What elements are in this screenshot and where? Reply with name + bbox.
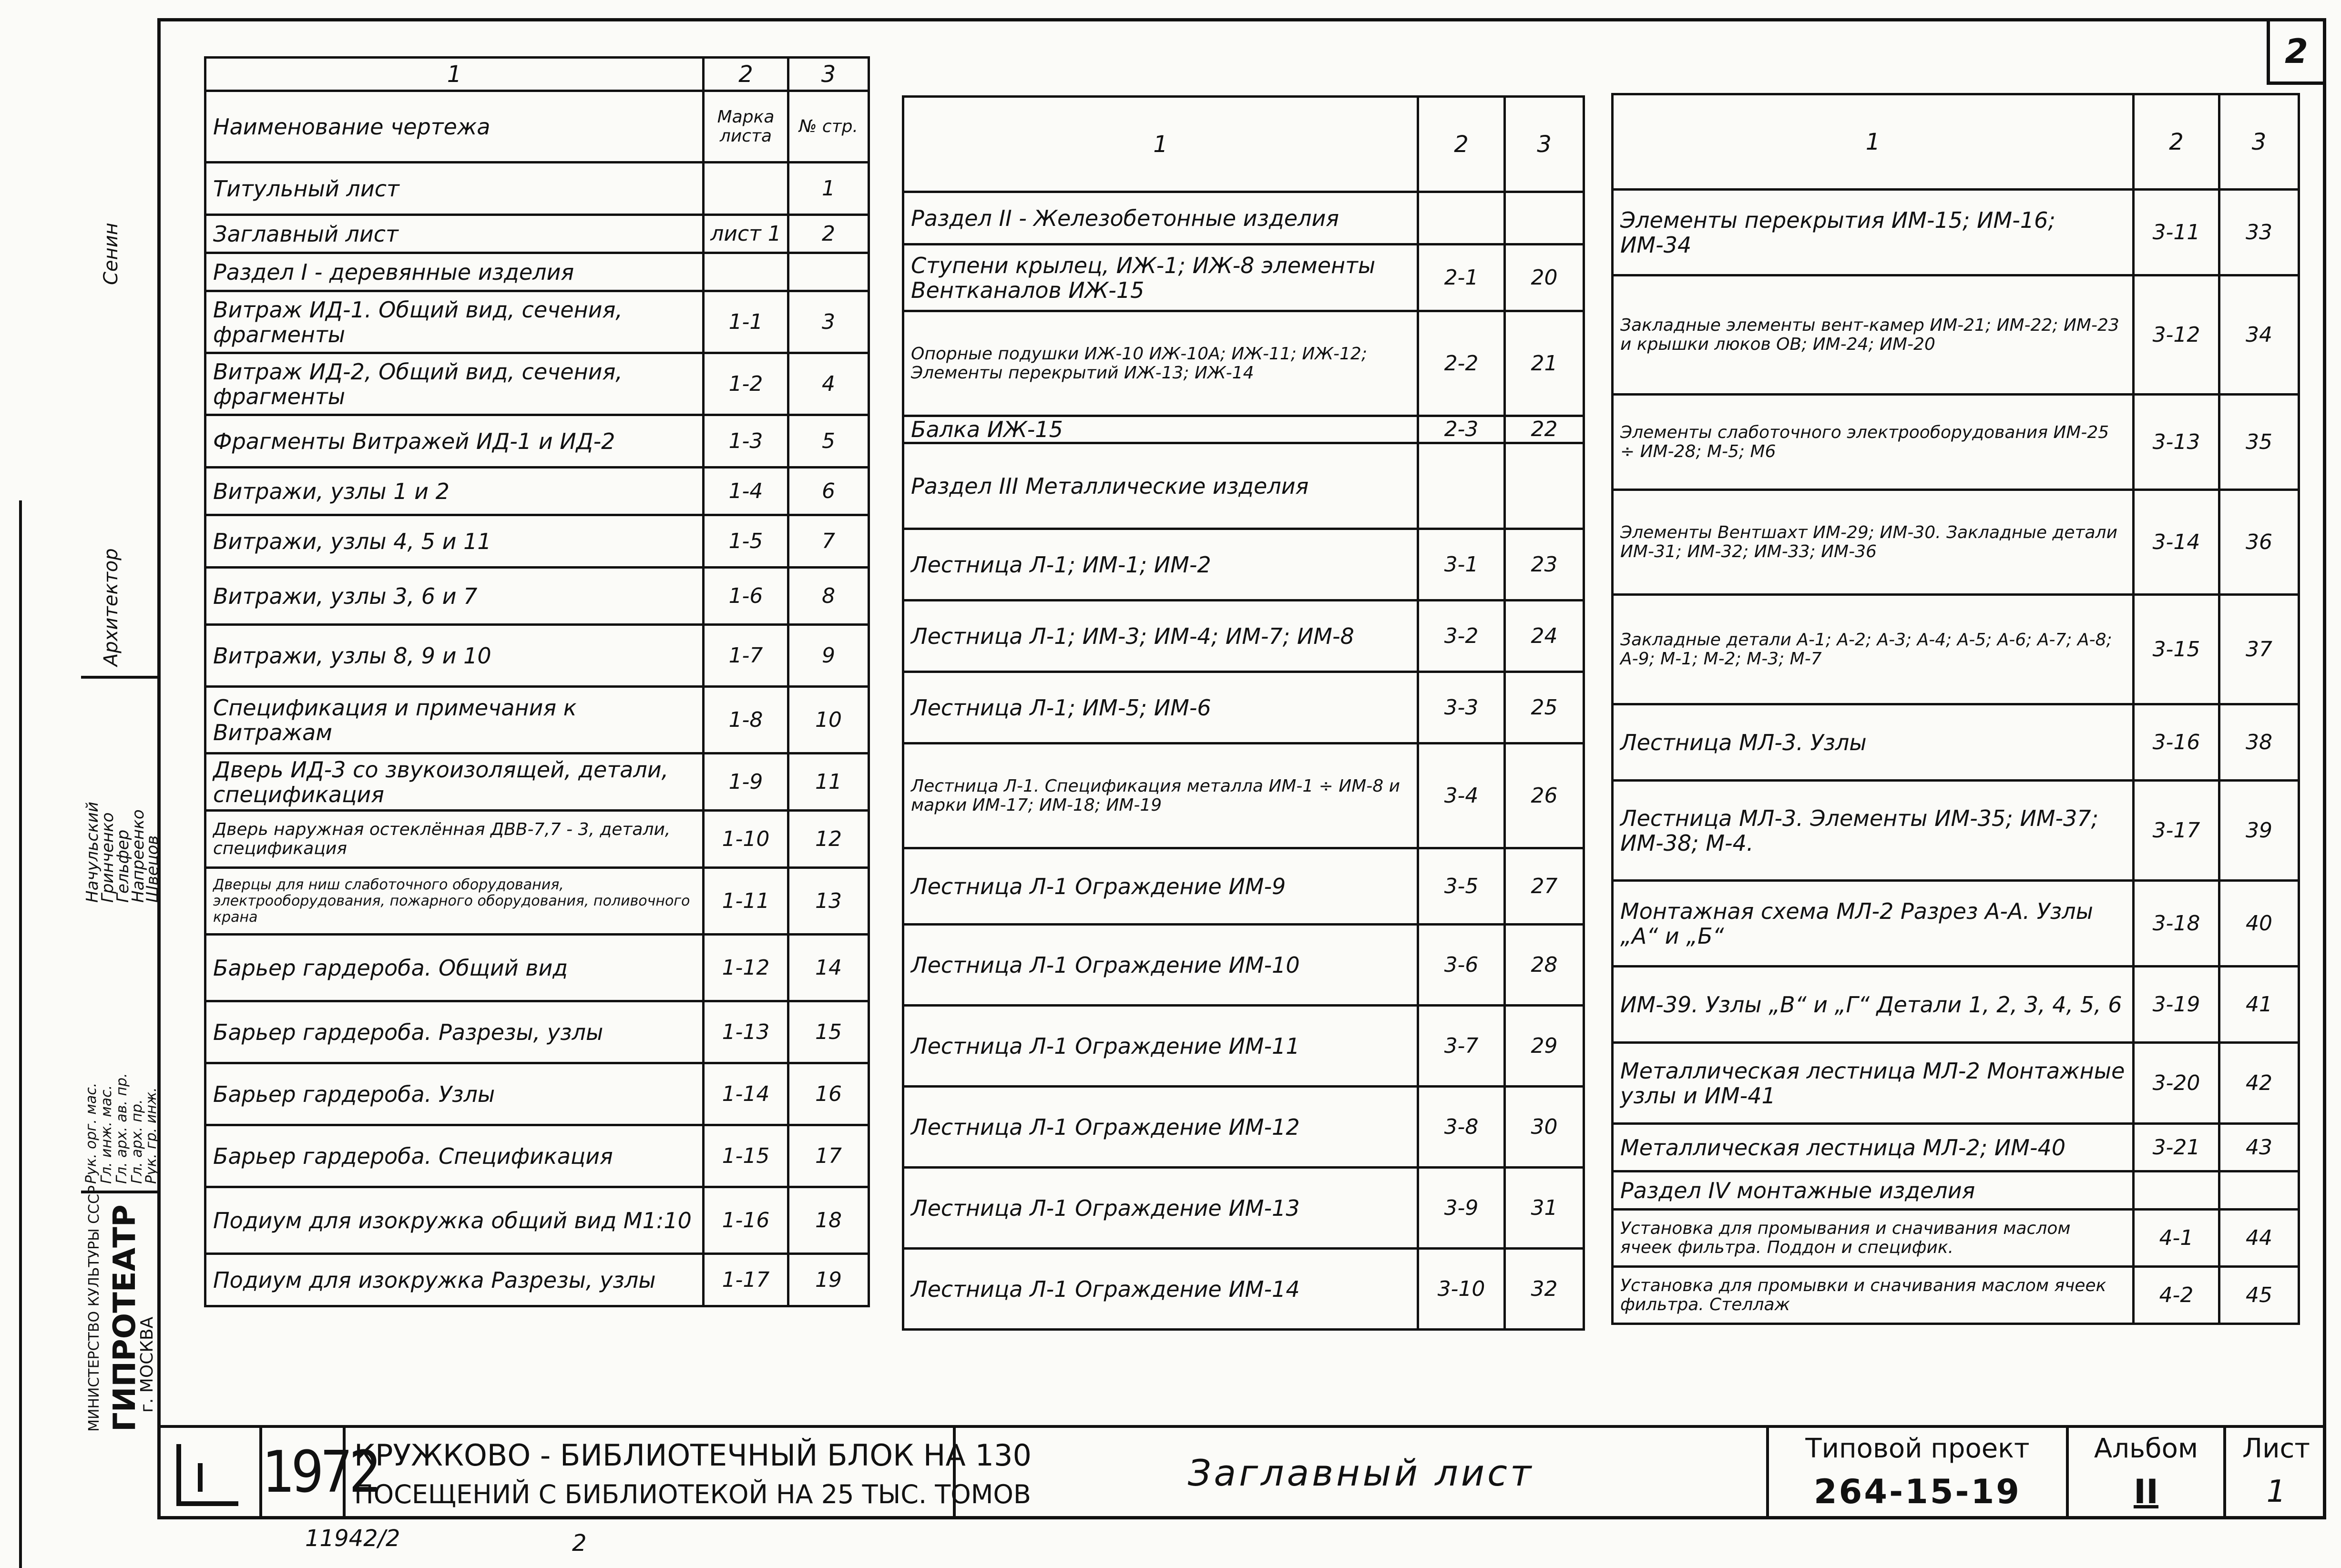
bottom-inventory-code: 11942/2 <box>305 1525 400 1552</box>
row-sheet-mark: 1-12 <box>704 935 788 1001</box>
building-title-line1: КРУЖКОВО - БИБЛИОТЕЧНЫЙ БЛОК НА 130 <box>354 1438 1032 1473</box>
row-page-number: 41 <box>2219 967 2299 1043</box>
row-page-number: 35 <box>2219 395 2299 490</box>
table-column-numbers <box>205 58 869 91</box>
row-page-number: 25 <box>1505 672 1584 743</box>
table-row <box>1613 490 2299 595</box>
stamp-code: 1972 <box>262 1427 346 1518</box>
row-page-number: 38 <box>2219 704 2299 781</box>
row-sheet-mark: 3-18 <box>2134 881 2219 967</box>
table-row <box>903 1249 1584 1330</box>
row-sheet-mark: 1-10 <box>704 811 788 868</box>
table-row <box>903 848 1584 925</box>
row-sheet-mark: 4-2 <box>2134 1267 2219 1324</box>
row-drawing-name: Металлическая лестница МЛ-2; ИМ-40 <box>1613 1124 2134 1171</box>
row-sheet-mark: 1-16 <box>704 1187 788 1254</box>
table-column-numbers <box>1613 94 2299 190</box>
table-header-row <box>205 91 869 163</box>
row-sheet-mark: 3-20 <box>2134 1043 2219 1124</box>
table-row <box>1613 967 2299 1043</box>
table-row <box>1613 275 2299 395</box>
row-sheet-mark: 3-10 <box>1418 1249 1505 1330</box>
row-sheet-mark: лист 1 <box>704 215 788 253</box>
table-row <box>205 568 869 625</box>
row-sheet-mark: 3-6 <box>1418 925 1505 1006</box>
row-sheet-mark: 1-8 <box>704 687 788 753</box>
row-page-number: 29 <box>1505 1006 1584 1087</box>
row-page-number: 45 <box>2219 1267 2299 1324</box>
row-sheet-mark: 1-9 <box>704 753 788 811</box>
side-stamp <box>0 18 161 1519</box>
row-drawing-name: Лестница МЛ-3. Элементы ИМ-35; ИМ-37; ИМ-38; М-4. <box>1613 781 2134 881</box>
row-page-number: 10 <box>788 687 869 753</box>
row-sheet-mark: 3-5 <box>1418 848 1505 925</box>
table-row <box>1613 1210 2299 1267</box>
row-sheet-mark: 3-1 <box>1418 529 1505 601</box>
row-sheet-mark: 3-16 <box>2134 704 2219 781</box>
row-sheet-mark: 1-5 <box>704 515 788 568</box>
row-page-number: 34 <box>2219 275 2299 395</box>
row-drawing-name: Барьер гардероба. Разрезы, узлы <box>205 1001 704 1063</box>
row-drawing-name: Лестница Л-1 Ограждение ИМ-10 <box>903 925 1418 1006</box>
role-5: Рук. гр. инж. <box>143 1087 160 1184</box>
row-sheet-mark: 3-15 <box>2134 595 2219 704</box>
row-drawing-name: Лестница Л-1. Спецификация металла ИМ-1 ÷ ИМ-8 и марки ИМ-17; ИМ-18; ИМ-19 <box>903 743 1418 848</box>
architect-name: Сенин <box>100 223 122 285</box>
ministry-name: МИНИСТЕРСТВО КУЛЬТУРЫ СССР <box>86 1185 102 1432</box>
table-row <box>205 1125 869 1187</box>
table-row <box>903 192 1584 244</box>
stamp-logo <box>157 1425 262 1519</box>
table-row <box>205 468 869 515</box>
row-drawing-name: Витражи, узлы 4, 5 и 11 <box>205 515 704 568</box>
row-drawing-name: Лестница Л-1; ИМ-1; ИМ-2 <box>903 529 1418 601</box>
row-drawing-name: ИМ-39. Узлы „В“ и „Г“ Детали 1, 2, 3, 4, 5, 6 <box>1613 967 2134 1043</box>
row-drawing-name: Раздел I - деревянные изделия <box>205 253 704 291</box>
row-page-number: 36 <box>2219 490 2299 595</box>
row-drawing-name: Элементы слаботочного электрооборудования ИМ-25 ÷ ИМ-28; М-5; М6 <box>1613 395 2134 490</box>
row-page-number: 14 <box>788 935 869 1001</box>
row-drawing-name: Установка для промывания и сначивания маслом ячеек фильтра. Поддон и специфик. <box>1613 1210 2134 1267</box>
row-page-number: 19 <box>788 1254 869 1306</box>
row-page-number: 27 <box>1505 848 1584 925</box>
row-drawing-name: Витражи, узлы 8, 9 и 10 <box>205 625 704 687</box>
row-drawing-name: Лестница Л-1 Ограждение ИМ-13 <box>903 1168 1418 1249</box>
row-drawing-name: Лестница Л-1 Ограждение ИМ-11 <box>903 1006 1418 1087</box>
org-name: ГИПРОТЕАТР <box>107 1204 143 1432</box>
table-row <box>903 925 1584 1006</box>
table-row <box>205 163 869 215</box>
column-number-3: 3 <box>2219 94 2299 190</box>
column-number-1: 1 <box>903 97 1418 192</box>
row-drawing-name: Элементы перекрытия ИМ-15; ИМ-16; ИМ-34 <box>1613 190 2134 275</box>
row-page-number: 17 <box>788 1125 869 1187</box>
table-row <box>903 311 1584 416</box>
row-page-number: 43 <box>2219 1124 2299 1171</box>
row-sheet-mark: 1-14 <box>704 1063 788 1125</box>
stamp-sheet-title <box>956 1427 1766 1518</box>
header-drawing-name: Наименование чертежа <box>205 91 704 163</box>
table-row <box>903 416 1584 443</box>
row-drawing-name: Подиум для изокружка Разрезы, узлы <box>205 1254 704 1306</box>
role-4: Гл. арх. пр. <box>129 1099 145 1184</box>
sheet-label: Лист <box>2242 1433 2310 1464</box>
row-drawing-name: Дверь ИД-3 со звукоизолящей, детали, спецификация <box>205 753 704 811</box>
table-row <box>903 244 1584 311</box>
row-sheet-mark: 3-9 <box>1418 1168 1505 1249</box>
roles-block <box>81 676 162 1193</box>
row-page-number: 6 <box>788 468 869 515</box>
architect-block <box>81 18 157 676</box>
building-title-line2: ПОСЕЩЕНИЙ С БИБЛИОТЕКОЙ НА 25 ТЫС. ТОМОВ <box>354 1479 1031 1509</box>
row-sheet-mark <box>2134 1171 2219 1210</box>
table-row <box>205 868 869 935</box>
row-drawing-name: Лестница Л-1; ИМ-5; ИМ-6 <box>903 672 1418 743</box>
role-3: Гл. арх. ав. пр. <box>113 1073 130 1184</box>
row-drawing-name: Заглавный лист <box>205 215 704 253</box>
table-row <box>903 1087 1584 1168</box>
row-page-number <box>1505 192 1584 244</box>
row-drawing-name: Витраж ИД-2, Общий вид, сечения, фрагменты <box>205 353 704 415</box>
table-row <box>1613 704 2299 781</box>
row-page-number: 20 <box>1505 244 1584 311</box>
role-1: Рук. орг. мас. <box>83 1082 100 1184</box>
table-row <box>903 1006 1584 1087</box>
sheet-number-box <box>2267 18 2326 85</box>
architect-role: Архитектор <box>100 548 122 666</box>
row-drawing-name: Спецификация и примечания к Витражам <box>205 687 704 753</box>
row-sheet-mark: 3-4 <box>1418 743 1505 848</box>
row-drawing-name: Подиум для изокружка общий вид М1:10 <box>205 1187 704 1254</box>
table-row <box>205 625 869 687</box>
row-sheet-mark <box>704 163 788 215</box>
row-sheet-mark: 3-19 <box>2134 967 2219 1043</box>
row-sheet-mark: 1-3 <box>704 415 788 468</box>
stamp-album <box>2069 1427 2226 1518</box>
row-drawing-name: Титульный лист <box>205 163 704 215</box>
row-drawing-name: Металлическая лестница МЛ-2 Монтажные узлы и ИМ-41 <box>1613 1043 2134 1124</box>
table-row <box>1613 1124 2299 1171</box>
table-row <box>205 1001 869 1063</box>
table-row <box>1613 781 2299 881</box>
row-sheet-mark: 1-7 <box>704 625 788 687</box>
row-page-number <box>2219 1171 2299 1210</box>
column-number-2: 2 <box>704 58 788 91</box>
row-drawing-name: Раздел IV монтажные изделия <box>1613 1171 2134 1210</box>
sheet-title: Заглавный лист <box>1187 1451 1534 1494</box>
row-drawing-name: Закладные элементы вент-камер ИМ-21; ИМ-22; ИМ-23 и крышки люков ОВ; ИМ-24; ИМ-20 <box>1613 275 2134 395</box>
row-drawing-name: Ступени крылец, ИЖ-1; ИЖ-8 элементы Вентканалов ИЖ-15 <box>903 244 1418 311</box>
row-page-number: 28 <box>1505 925 1584 1006</box>
table-row <box>1613 595 2299 704</box>
table-row <box>205 687 869 753</box>
row-page-number: 32 <box>1505 1249 1584 1330</box>
table-row <box>205 253 869 291</box>
row-sheet-mark: 3-3 <box>1418 672 1505 743</box>
row-drawing-name: Витражи, узлы 1 и 2 <box>205 468 704 515</box>
name-3: Гельфер <box>113 829 133 903</box>
row-sheet-mark: 3-17 <box>2134 781 2219 881</box>
header-sheet-mark: Марка листа <box>704 91 788 163</box>
table-row <box>1613 1043 2299 1124</box>
table-row <box>205 1063 869 1125</box>
row-sheet-mark: 1-2 <box>704 353 788 415</box>
row-page-number <box>788 253 869 291</box>
row-page-number: 21 <box>1505 311 1584 416</box>
row-page-number: 26 <box>1505 743 1584 848</box>
sheet-number: 2 <box>2285 32 2308 71</box>
bottom-number: 2 <box>572 1530 587 1557</box>
album-label: Альбом <box>2094 1433 2198 1464</box>
row-sheet-mark: 3-7 <box>1418 1006 1505 1087</box>
table-row <box>1613 395 2299 490</box>
row-drawing-name: Лестница Л-1 Ограждение ИМ-9 <box>903 848 1418 925</box>
row-drawing-name: Элементы Вентшахт ИМ-29; ИМ-30. Закладные детали ИМ-31; ИМ-32; ИМ-33; ИМ-36 <box>1613 490 2134 595</box>
stamp-building-title <box>346 1427 1032 1518</box>
name-4: Напреенко <box>129 809 148 903</box>
index-table-2 <box>902 95 1585 1331</box>
table-row <box>903 443 1584 529</box>
column-number-3: 3 <box>1505 97 1584 192</box>
stamp-sheet <box>2226 1427 2326 1518</box>
row-drawing-name: Лестница Л-1 Ограждение ИМ-14 <box>903 1249 1418 1330</box>
row-drawing-name: Раздел II - Железобетонные изделия <box>903 192 1418 244</box>
row-drawing-name: Барьер гардероба. Узлы <box>205 1063 704 1125</box>
row-drawing-name: Барьер гардероба. Общий вид <box>205 935 704 1001</box>
table-row <box>205 515 869 568</box>
table-column-numbers <box>903 97 1584 192</box>
role-2: Гл. инж. мас. <box>98 1085 115 1184</box>
row-sheet-mark: 3-8 <box>1418 1087 1505 1168</box>
index-table-1 <box>204 56 870 1307</box>
row-drawing-name: Закладные детали А-1; А-2; А-3; А-4; А-5; А-6; А-7; А-8; А-9; М-1; М-2; М-3; М-7 <box>1613 595 2134 704</box>
row-drawing-name: Дверь наружная остеклённая ДВВ-7,7 - 3, детали, спецификация <box>205 811 704 868</box>
table-row <box>205 811 869 868</box>
name-2: Гринченко <box>98 812 117 903</box>
table-row <box>903 601 1584 672</box>
table-row <box>205 1187 869 1254</box>
row-page-number: 1 <box>788 163 869 215</box>
row-drawing-name: Лестница Л-1 Ограждение ИМ-12 <box>903 1087 1418 1168</box>
row-sheet-mark: 1-6 <box>704 568 788 625</box>
row-page-number: 44 <box>2219 1210 2299 1267</box>
row-page-number: 39 <box>2219 781 2299 881</box>
row-sheet-mark: 3-14 <box>2134 490 2219 595</box>
row-page-number: 13 <box>788 868 869 935</box>
sheet-value: 1 <box>2266 1474 2286 1509</box>
table-row <box>205 415 869 468</box>
table-row <box>205 215 869 253</box>
row-page-number: 40 <box>2219 881 2299 967</box>
table-row <box>205 353 869 415</box>
row-sheet-mark: 4-1 <box>2134 1210 2219 1267</box>
row-page-number: 22 <box>1505 416 1584 443</box>
table-row <box>1613 1267 2299 1324</box>
row-drawing-name: Дверцы для ниш слаботочного оборудования, электрооборудования, пожарного оборудования, поливочного крана <box>205 868 704 935</box>
row-drawing-name: Балка ИЖ-15 <box>903 416 1418 443</box>
row-page-number: 7 <box>788 515 869 568</box>
row-sheet-mark: 3-2 <box>1418 601 1505 672</box>
row-sheet-mark: 3-12 <box>2134 275 2219 395</box>
row-page-number: 23 <box>1505 529 1584 601</box>
table-row <box>1613 190 2299 275</box>
album-number: II <box>2133 1472 2159 1511</box>
row-page-number: 9 <box>788 625 869 687</box>
row-page-number: 33 <box>2219 190 2299 275</box>
column-number-3: 3 <box>788 58 869 91</box>
table-row <box>1613 1171 2299 1210</box>
table-row <box>1613 881 2299 967</box>
table-row <box>205 1254 869 1306</box>
table-row <box>903 1168 1584 1249</box>
row-page-number: 16 <box>788 1063 869 1125</box>
row-page-number: 3 <box>788 291 869 353</box>
index-table-3 <box>1611 93 2300 1325</box>
row-page-number: 37 <box>2219 595 2299 704</box>
row-sheet-mark <box>1418 192 1505 244</box>
row-sheet-mark <box>704 253 788 291</box>
row-sheet-mark: 2-2 <box>1418 311 1505 416</box>
row-page-number: 18 <box>788 1187 869 1254</box>
table-row <box>903 672 1584 743</box>
table-row <box>205 935 869 1001</box>
row-sheet-mark: 3-21 <box>2134 1124 2219 1171</box>
row-sheet-mark <box>1418 443 1505 529</box>
table-row <box>903 529 1584 601</box>
row-page-number: 31 <box>1505 1168 1584 1249</box>
row-sheet-mark: 1-1 <box>704 291 788 353</box>
stamp-project <box>1766 1427 2069 1518</box>
table-row <box>205 291 869 353</box>
row-page-number: 30 <box>1505 1087 1584 1168</box>
row-drawing-name: Барьер гардероба. Спецификация <box>205 1125 704 1187</box>
row-drawing-name: Лестница Л-1; ИМ-3; ИМ-4; ИМ-7; ИМ-8 <box>903 601 1418 672</box>
table-row <box>205 753 869 811</box>
row-sheet-mark: 3-13 <box>2134 395 2219 490</box>
row-page-number: 11 <box>788 753 869 811</box>
header-page-number: № стр. <box>788 91 869 163</box>
column-number-2: 2 <box>2134 94 2219 190</box>
row-page-number: 5 <box>788 415 869 468</box>
column-number-1: 1 <box>1613 94 2134 190</box>
name-1: Начульский <box>83 802 102 903</box>
row-sheet-mark: 1-13 <box>704 1001 788 1063</box>
row-page-number: 4 <box>788 353 869 415</box>
row-drawing-name: Раздел III Металлические изделия <box>903 443 1418 529</box>
row-sheet-mark: 3-11 <box>2134 190 2219 275</box>
row-sheet-mark: 2-3 <box>1418 416 1505 443</box>
row-sheet-mark: 1-15 <box>704 1125 788 1187</box>
row-sheet-mark: 1-11 <box>704 868 788 935</box>
row-drawing-name: Лестница МЛ-3. Узлы <box>1613 704 2134 781</box>
project-label: Типовой проект <box>1805 1433 2030 1464</box>
row-sheet-mark: 1-4 <box>704 468 788 515</box>
ministry-block <box>81 1185 157 1441</box>
column-number-1: 1 <box>205 58 704 91</box>
name-5: Швецов <box>143 835 162 903</box>
column-number-2: 2 <box>1418 97 1505 192</box>
row-page-number: 12 <box>788 811 869 868</box>
row-drawing-name: Опорные подушки ИЖ-10 ИЖ-10А; ИЖ-11; ИЖ-12; Элементы перекрытий ИЖ-13; ИЖ-14 <box>903 311 1418 416</box>
row-page-number: 24 <box>1505 601 1584 672</box>
org-city: г. МОСКВА <box>137 1316 157 1413</box>
table-row <box>903 743 1584 848</box>
row-page-number: 15 <box>788 1001 869 1063</box>
row-page-number <box>1505 443 1584 529</box>
row-page-number: 2 <box>788 215 869 253</box>
project-number: 264-15-19 <box>1813 1472 2022 1511</box>
row-drawing-name: Фрагменты Витражей ИД-1 и ИД-2 <box>205 415 704 468</box>
row-sheet-mark: 2-1 <box>1418 244 1505 311</box>
row-drawing-name: Витраж ИД-1. Общий вид, сечения, фрагменты <box>205 291 704 353</box>
row-drawing-name: Монтажная схема МЛ-2 Разрез А-А. Узлы „А“ и „Б“ <box>1613 881 2134 967</box>
row-page-number: 42 <box>2219 1043 2299 1124</box>
row-sheet-mark: 1-17 <box>704 1254 788 1306</box>
row-drawing-name: Установка для промывки и сначивания маслом ячеек фильтра. Стеллаж <box>1613 1267 2134 1324</box>
row-page-number: 8 <box>788 568 869 625</box>
row-drawing-name: Витражи, узлы 3, 6 и 7 <box>205 568 704 625</box>
